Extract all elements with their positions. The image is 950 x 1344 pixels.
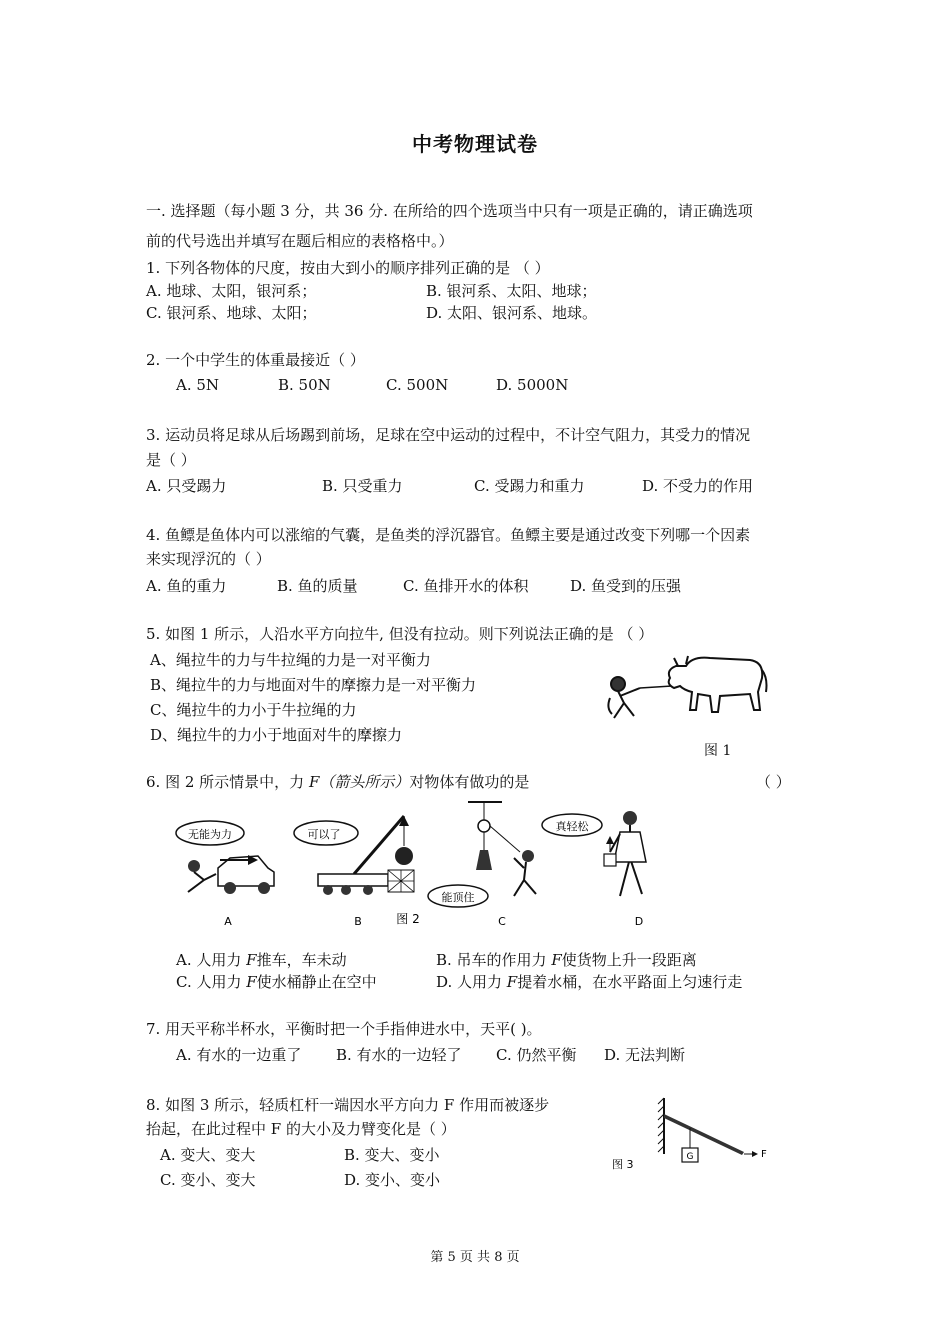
q2-option-d: D. 5000N <box>496 376 569 394</box>
q6-option-a <box>176 949 347 970</box>
q6-stem-force-symbol: F <box>308 773 320 791</box>
figure-3-caption: 图 3 <box>612 1158 634 1171</box>
scene-d-label: D <box>634 915 644 928</box>
q5-option-b: B、绳拉牛的力与地面对牛的摩擦力是一对平衡力 <box>150 676 477 694</box>
scene-a-label: A <box>224 915 232 928</box>
q1-stem: 1. 下列各物体的尺度，按由大到小的顺序排列正确的是 （ ） <box>146 259 550 277</box>
q6-option-a-pre: A. 人用力 <box>176 951 247 969</box>
q3-stem-line2: 是（ ） <box>146 451 196 469</box>
q4-option-a: A. 鱼的重力 <box>146 577 227 595</box>
rope <box>640 686 672 688</box>
q6-option-d-force: F <box>506 973 518 991</box>
scene-a-push-car <box>176 821 274 894</box>
figure-1-person-pulling-cow <box>600 648 770 728</box>
q3-option-b: B. 只受重力 <box>322 477 403 495</box>
figure-2-scenes <box>168 800 668 932</box>
bubble-c2-text: 能顶住 <box>441 891 475 904</box>
q5-stem: 5. 如图 1 所示，人沿水平方向拉牛, 但没有拉动。则下列说法正确的是 （ ） <box>146 625 654 643</box>
q3-option-d: D. 不受力的作用 <box>642 477 754 495</box>
scene-d-carry-bucket <box>604 811 646 896</box>
force-label: F <box>761 1149 767 1160</box>
q6-option-d-pre: D. 人用力 <box>436 973 507 991</box>
scene-c-label: C <box>498 915 506 928</box>
lever-bar <box>664 1114 744 1155</box>
q4-option-b: B. 鱼的质量 <box>277 577 358 595</box>
q6-stem <box>146 771 529 793</box>
q6-stem-post: 对物体有做功的是 <box>409 773 530 791</box>
q6-option-b-force: F <box>551 951 562 969</box>
q7-option-a: A. 有水的一边重了 <box>176 1046 302 1064</box>
section-instructions-line2: 前的代号选出并填写在题后相应的表格格中。） <box>146 232 454 250</box>
q6-option-b <box>436 949 697 970</box>
figure-3-lever <box>604 1092 774 1182</box>
q6-option-c <box>176 971 377 992</box>
scene-b-label: B <box>354 915 362 928</box>
q6-option-a-post: 推车，车未动 <box>256 951 347 969</box>
q6-option-a-force: F <box>246 951 257 969</box>
q1-option-d: D. 太阳、银河系、地球。 <box>426 304 598 322</box>
q7-option-b: B. 有水的一边轻了 <box>336 1046 462 1064</box>
q4-stem-line2: 来实现浮沉的（ ） <box>146 550 271 568</box>
q1-option-c: C. 银河系、地球、太阳； <box>146 304 317 322</box>
cow-illustration <box>669 656 767 712</box>
q7-option-c: C. 仍然平衡 <box>496 1046 577 1064</box>
q6-answer-paren: （ ） <box>756 773 791 791</box>
q8-option-a: A. 变大、变大 <box>160 1146 256 1164</box>
q2-option-c: C. 500N <box>386 376 449 394</box>
q6-stem-pre: 6. 图 2 所示情景中，力 <box>146 773 309 791</box>
q7-stem: 7. 用天平称半杯水，平衡时把一个手指伸进水中，天平( )。 <box>146 1020 542 1038</box>
force-arrow-f <box>752 1151 758 1157</box>
q8-stem-line2: 抬起，在此过程中 F 的大小及力臂变化是（ ） <box>146 1120 456 1138</box>
q6-option-c-force: F <box>246 973 257 991</box>
q2-option-a: A. 5N <box>176 376 220 394</box>
scene-c-pulley <box>428 802 602 907</box>
q6-option-c-pre: C. 人用力 <box>176 973 247 991</box>
q4-stem-line1: 4. 鱼鳔是鱼体内可以涨缩的气囊，是鱼类的浮沉器官。鱼鳔主要是通过改变下列哪一个因素 <box>146 526 751 544</box>
q2-stem: 2. 一个中学生的体重最接近（ ） <box>146 351 365 369</box>
bubble-c1-text: 真轻松 <box>555 820 589 833</box>
q8-option-c: C. 变小、变大 <box>160 1171 256 1189</box>
page-footer: 第 5 页 共 8 页 <box>430 1250 520 1265</box>
q5-option-d: D、绳拉牛的力小于地面对牛的摩擦力 <box>150 726 403 744</box>
section-instructions-line1: 一. 选择题（每小题 3 分，共 36 分. 在所给的四个选项当中只有一项是正确的，请正确选项 <box>146 202 753 220</box>
q6-option-b-pre: B. 吊车的作用力 <box>436 951 552 969</box>
q4-option-c: C. 鱼排开水的体积 <box>403 577 529 595</box>
q5-option-a: A、绳拉牛的力与牛拉绳的力是一对平衡力 <box>150 651 431 669</box>
q6-stem-arrow-note: （箭头所示） <box>319 773 410 791</box>
figure-1-caption: 图 1 <box>704 743 732 759</box>
figure-2-caption: 图 2 <box>396 912 420 926</box>
q8-option-d: D. 变小、变小 <box>344 1171 441 1189</box>
q3-stem-line1: 3. 运动员将足球从后场踢到前场，足球在空中运动的过程中，不计空气阻力，其受力的情况 <box>146 426 751 444</box>
q3-option-a: A. 只受踢力 <box>146 477 227 495</box>
q6-option-c-post: 使水桶静止在空中 <box>256 973 377 991</box>
q6-option-d-post: 提着水桶，在水平路面上匀速行走 <box>517 973 743 991</box>
bubble-a-text: 无能为力 <box>188 828 232 841</box>
q6-option-d <box>436 971 742 992</box>
q3-option-c: C. 受踢力和重力 <box>474 477 585 495</box>
q8-option-b: B. 变大、变小 <box>344 1146 440 1164</box>
person-illustration <box>608 677 640 718</box>
q8-stem-line1: 8. 如图 3 所示，轻质杠杆一端因水平方向力 F 作用而被逐步 <box>146 1096 550 1114</box>
scene-b-crane <box>294 816 414 895</box>
q1-option-a: A. 地球、太阳，银河系； <box>146 282 317 300</box>
bubble-b-text: 可以了 <box>307 828 341 841</box>
weight-label: G <box>686 1152 694 1162</box>
force-arrow-d <box>606 836 614 844</box>
q7-option-d: D. 无法判断 <box>604 1046 686 1064</box>
q5-option-c: C、绳拉牛的力小于牛拉绳的力 <box>150 701 357 719</box>
page-title: 中考物理试卷 <box>412 132 538 156</box>
q2-option-b: B. 50N <box>278 376 331 394</box>
q4-option-d: D. 鱼受到的压强 <box>570 577 682 595</box>
q1-option-b: B. 银河系、太阳、地球； <box>426 282 597 300</box>
q6-option-b-post: 使货物上升一段距离 <box>561 951 697 969</box>
